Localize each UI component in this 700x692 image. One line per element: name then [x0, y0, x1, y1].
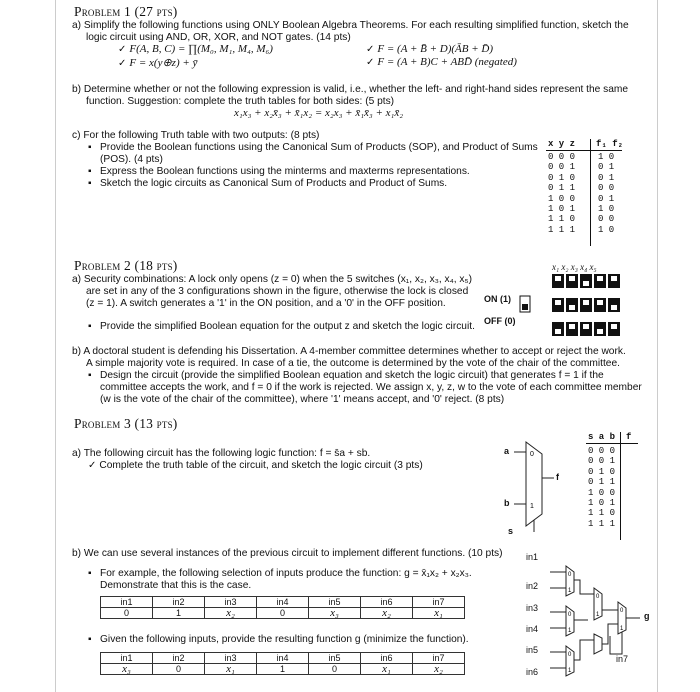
switch-knob — [597, 276, 603, 281]
switch-knob — [611, 305, 617, 310]
p3-part-a: a) The following circuit has the following logic function: f = s̄a + sb. — [72, 448, 371, 459]
switch-knob — [555, 276, 561, 281]
sel-label-0: 0 — [596, 594, 600, 600]
bullet-icon: ▪ — [88, 178, 92, 189]
bullet-icon: ▪ — [88, 321, 92, 332]
inputs-table-2: in1 in2 in3 in4 in5 in6 in7 x₃ 0 x₁ 1 0 x₁ x₂ — [100, 652, 465, 675]
switch-knob — [611, 324, 617, 329]
off-label: OFF (0) — [484, 316, 516, 326]
p1-part-c: c) For the following Truth table with two outputs: (8 pts) — [72, 130, 320, 141]
p2-part-b-cont-2: Design the circuit (provide the simplified Boolean equation and sketch the logic circuit) that generates f = 1 if the — [100, 370, 604, 381]
tt1-input-header: x y z — [548, 139, 576, 149]
function-4: F = (A + B)C + ABD̄ (negated) — [377, 56, 517, 68]
p2-part-b-cont-1: A simple majority vote is required. In case of a tie, the outcome is determined by the vote of the chair of the committee. — [86, 358, 620, 369]
on-label: ON (1) — [484, 294, 511, 304]
bullet-icon: ▪ — [88, 568, 92, 579]
check-icon: ✓ — [366, 57, 375, 68]
p3-b-item-2: Given the following inputs, provide the resulting function g (minimize the function). — [100, 634, 469, 645]
document-page — [55, 0, 658, 692]
tree-in5: in5 — [526, 645, 539, 655]
bullet-icon: ▪ — [88, 370, 92, 381]
svg-text:0: 0 — [530, 451, 534, 458]
p2-part-a-cont-1: are set in any of the 3 configurations shown in the figure, otherwise the lock is closed — [86, 286, 469, 297]
tree-in2: in2 — [526, 581, 539, 591]
mux-input-a: a — [504, 446, 510, 456]
switch-configurations — [516, 270, 626, 340]
sel-label-0: 0 — [568, 572, 572, 578]
sel-label-0: 0 — [620, 608, 624, 614]
tree-in7: in7 — [616, 654, 629, 664]
p1-c-item-2: Express the Boolean functions using the minterms and maxterms representations. — [100, 166, 470, 177]
sel-label-1: 1 — [568, 588, 572, 594]
tree-in6: in6 — [526, 667, 539, 677]
tree-in3: in3 — [526, 603, 539, 613]
p2-part-b-cont-4: (w is the vote of the chair of the committee), where '1' means accept, and '0' reject. (8 pts) — [100, 394, 505, 405]
p2-a-item: Provide the simplified Boolean equation for the output z and sketch the logic circuit. — [100, 321, 475, 332]
bullet-icon: ▪ — [88, 166, 92, 177]
p2-part-b: b) A doctoral student is defending his Dissertation. A 4-member committee determines whether to accept or reject the work. — [72, 346, 626, 357]
p3-b-item-1: For example, the following selection of inputs produce the function: g = x̄₁x₂ + x₂x₃. — [100, 568, 472, 579]
switch-knob — [555, 329, 561, 334]
switch-knob — [597, 329, 603, 334]
p2-part-a-cont-2: (z = 1). A switch generates a '1' in the ON position, and a '0' in the OFF position. — [86, 298, 446, 309]
p1-part-a: a) Simplify the following functions using ONLY Boolean Algebra Theorems. For each resulting simplified function, sketch the — [72, 20, 629, 31]
tt3-f-header: f — [626, 432, 632, 442]
check-icon: ✓ — [366, 44, 375, 55]
mux-tree-diagram — [536, 554, 656, 690]
problem-2-title: Problem 2 (18 pts) — [74, 258, 178, 273]
inputs-table-1: in1 in2 in3 in4 in5 in6 in7 0 1 x₂ 0 x₃ x₂ x₁ — [100, 596, 465, 619]
tt3-rows: 0 0 0 0 0 1 0 1 0 0 1 1 1 0 0 1 0 1 1 1 0 1 1 1 — [588, 446, 616, 529]
switch-knob — [597, 300, 603, 305]
p1-part-a-cont: logic circuit using AND, OR, XOR, and NOT gates. (14 pts) — [86, 32, 351, 43]
function-1: F(A, B, C) = ∏(M₀, M₁, M₄, M₆) — [129, 43, 273, 55]
sel-label-0: 0 — [568, 612, 572, 618]
switch-knob — [583, 324, 589, 329]
p1-part-b-cont: function. Suggestion: complete the truth tables for both sides: (5 pts) — [86, 96, 395, 107]
switch-knob — [569, 276, 575, 281]
p3-part-b: b) We can use several instances of the previous circuit to implement different functions. (10 pts) — [72, 548, 503, 559]
mux-select-s: s — [508, 526, 514, 536]
p1-equation: x₁x₃ + x₂x̄₃ + x̄₁x₂ = x₂x₃ + x̄₁x̄₃ + x₁x̄₂ — [234, 107, 404, 119]
p1-c-item-1-cont: (POS). (4 pts) — [100, 154, 163, 165]
sel-label-1: 1 — [568, 628, 572, 634]
mux-output-f: f — [556, 472, 559, 482]
switch-knob — [583, 281, 589, 286]
tree-in4: in4 — [526, 624, 539, 634]
sel-label-1: 1 — [620, 626, 624, 632]
p1-c-item-1: Provide the Boolean functions using the Canonical Sum of Products (SOP), and Product of Sums — [100, 142, 538, 153]
mux-input-b: b — [504, 498, 510, 508]
sel-label-1: 1 — [568, 668, 572, 674]
p3-b-item-1-cont: Demonstrate that this is the case. — [100, 580, 252, 591]
check-icon: ✓ — [118, 44, 127, 55]
function-2: F = (A + B̄ + D)(ĀB + D̄) — [377, 43, 494, 55]
p1-part-b: b) Determine whether or not the following expression is valid, i.e., whether the left- and right-hand sides represent the same — [72, 84, 629, 95]
p3-a-item: Complete the truth table of the circuit, and sketch the logic circuit (3 pts) — [99, 460, 423, 471]
switch-knob — [569, 305, 575, 310]
switch-knob — [569, 324, 575, 329]
svg-text:1: 1 — [530, 503, 534, 510]
tt1-outputs: 1 0 0 1 0 1 0 0 0 1 1 0 0 0 1 0 — [598, 152, 615, 235]
switch-knob — [611, 276, 617, 281]
check-icon: ✓ — [118, 58, 127, 69]
bullet-icon: ▪ — [88, 634, 92, 645]
switch-header: x₁ x₂ x₃ x₄ x₅ — [552, 262, 597, 272]
problem-1-title: Problem 1 (27 pts) — [74, 4, 178, 19]
tt1-output-header: f₁ f₂ — [596, 139, 624, 149]
p2-part-b-cont-3: committee accepts the work, and f = 0 if the work is rejected. We assign x, y, z, w to the vote of each committee member — [100, 382, 642, 393]
switch-knob — [583, 300, 589, 305]
p2-part-a: a) Security combinations: A lock only opens (z = 0) when the 5 switches (x₁, x₂, x₃, x₄, x₅) — [72, 274, 473, 285]
function-3: F = x(y⊕z) + ȳ — [129, 57, 198, 69]
tt3-header: s a b — [588, 432, 616, 442]
sel-label-0: 0 — [568, 652, 572, 658]
sel-label-1: 1 — [596, 612, 600, 618]
tree-output-g: g — [644, 611, 650, 621]
problem-3-title: Problem 3 (13 pts) — [74, 416, 178, 431]
check-icon: ✓ — [88, 460, 97, 471]
bullet-icon: ▪ — [88, 142, 92, 153]
tree-in1: in1 — [526, 552, 539, 562]
tt1-inputs: 0 0 0 0 0 1 0 1 0 0 1 1 1 0 0 1 0 1 1 1 0 1 1 1 — [548, 152, 576, 235]
p1-c-item-3: Sketch the logic circuits as Canonical Sum of Products and Product of Sums. — [100, 178, 448, 189]
switch-knob — [555, 300, 561, 305]
